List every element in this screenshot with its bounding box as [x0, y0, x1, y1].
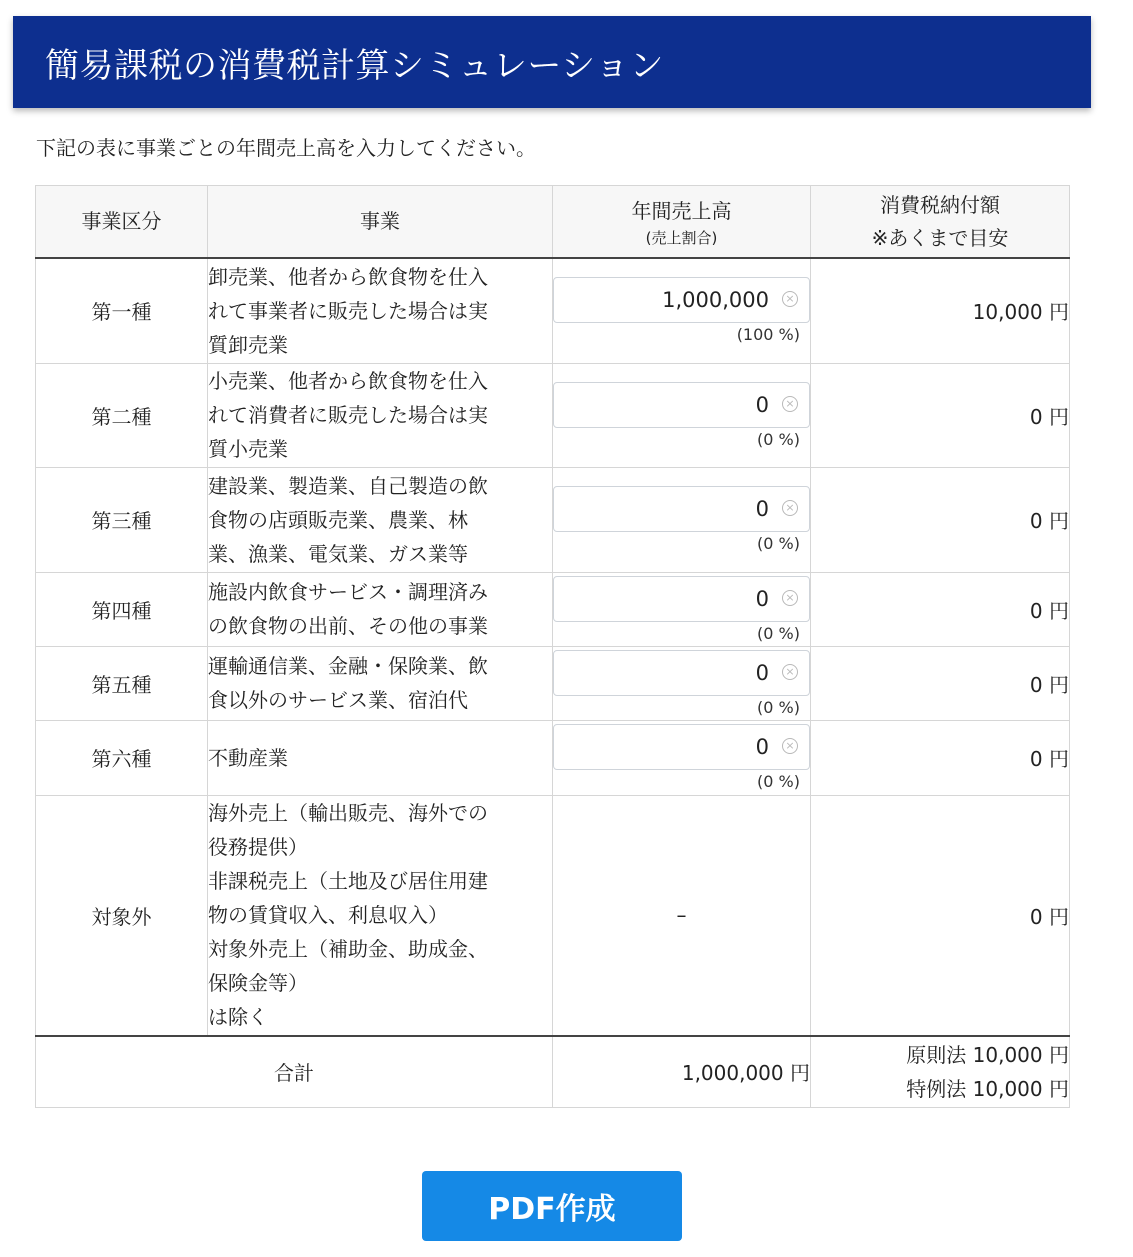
desc-line: 物の賃貸収入、利息収入）	[208, 903, 448, 928]
page-title: 簡易課税の消費税計算シミュレーション	[45, 45, 664, 86]
desc-line: 不動産業	[208, 745, 288, 770]
header-sales-note: (売上割合)	[645, 229, 718, 247]
simulation-table	[35, 185, 1070, 1108]
header-category: 事業区分	[36, 186, 208, 259]
row-description	[208, 258, 553, 363]
table-row	[36, 646, 1070, 720]
row-description	[208, 467, 553, 572]
row-description	[208, 363, 553, 467]
sales-input-wrapper	[553, 382, 810, 428]
table-row	[36, 258, 1070, 363]
row-description	[208, 720, 553, 795]
total-sales-amount: 1,000,000 円	[553, 1036, 811, 1107]
table-row	[36, 720, 1070, 795]
sales-ratio: (100 %)	[736, 325, 800, 345]
row-category: 第三種	[36, 467, 208, 572]
sales-input-type4[interactable]	[554, 577, 809, 621]
tax-amount: 0 円	[811, 646, 1070, 720]
row-category: 第六種	[36, 720, 208, 795]
row-category: 第四種	[36, 572, 208, 646]
row-category: 対象外	[36, 795, 208, 1036]
sales-input-type2[interactable]	[554, 383, 809, 427]
sales-ratio: (0 %)	[757, 697, 800, 717]
header-tax-label: 消費税納付額	[880, 192, 1000, 217]
sales-input-type1[interactable]	[554, 278, 809, 322]
row-category: 第五種	[36, 646, 208, 720]
tax-amount: 10,000 円	[811, 258, 1070, 363]
desc-line: 業、漁業、電気業、ガス業等	[208, 541, 468, 566]
page-header	[13, 16, 1091, 108]
tax-amount: 0 円	[811, 795, 1070, 1036]
tax-amount: 0 円	[811, 720, 1070, 795]
row-description	[208, 572, 553, 646]
clear-icon[interactable]: ×	[782, 500, 798, 516]
sales-cell	[553, 363, 811, 467]
sales-input-type6[interactable]	[554, 725, 809, 769]
sales-cell	[553, 258, 811, 363]
desc-line: 質小売業	[208, 437, 288, 461]
header-business: 事業	[208, 186, 553, 259]
sales-input-wrapper	[553, 724, 810, 770]
desc-line: 食以外のサービス業、宿泊代	[208, 688, 468, 712]
header-sales-label: 年間売上高	[631, 199, 732, 223]
sales-ratio: (0 %)	[757, 623, 800, 643]
desc-line: 小売業、他者から飲食物を仕入	[208, 369, 488, 393]
intro-text: 下記の表に事業ごとの年間売上高を入力してください。	[36, 136, 536, 160]
header-sales	[553, 186, 811, 259]
row-category: 第一種	[36, 258, 208, 363]
desc-line: 卸売業、他者から飲食物を仕入	[208, 264, 488, 289]
tax-amount: 0 円	[811, 572, 1070, 646]
header-tax-note: ※あくまで目安	[871, 225, 1009, 250]
sales-input-type5[interactable]	[554, 651, 809, 695]
clear-icon[interactable]: ×	[782, 738, 798, 754]
row-description	[208, 646, 553, 720]
row-category: 第二種	[36, 363, 208, 467]
desc-line: 質卸売業	[208, 332, 288, 357]
tax-amount: 0 円	[811, 467, 1070, 572]
desc-line: れて事業者に販売した場合は実	[208, 298, 488, 323]
sales-cell	[553, 572, 811, 646]
desc-line: 対象外売上（補助金、助成金、	[208, 937, 488, 962]
header-tax	[811, 186, 1070, 259]
clear-icon[interactable]: ×	[782, 664, 798, 680]
desc-line: 施設内飲食サービス・調理済み	[208, 580, 488, 604]
desc-line: は除く	[208, 1005, 268, 1030]
table-row	[36, 363, 1070, 467]
sales-input-wrapper	[553, 277, 810, 323]
desc-line: 役務提供）	[208, 835, 308, 860]
table-row	[36, 572, 1070, 646]
table-total-row	[36, 1036, 1070, 1107]
total-label: 合計	[36, 1036, 553, 1107]
tax-amount: 0 円	[811, 363, 1070, 467]
sales-cell	[553, 646, 811, 720]
sales-cell	[553, 467, 811, 572]
desc-line: 建設業、製造業、自己製造の飲	[208, 473, 488, 498]
sales-ratio: (0 %)	[757, 534, 800, 553]
excluded-sales-dash: –	[553, 795, 811, 1036]
sales-cell	[553, 720, 811, 795]
desc-line: 非課税売上（土地及び居住用建	[208, 869, 488, 894]
sales-ratio: (0 %)	[757, 772, 800, 791]
total-tax-principle: 原則法 10,000 円	[906, 1042, 1069, 1067]
desc-line: 保険金等）	[208, 971, 308, 996]
table-row-excluded	[36, 795, 1070, 1036]
sales-input-wrapper	[553, 650, 810, 696]
desc-line: 食物の店頭販売業、農業、林	[208, 507, 468, 532]
total-tax-special: 特例法 10,000 円	[906, 1076, 1069, 1101]
sales-ratio: (0 %)	[757, 429, 800, 449]
desc-line: れて消費者に販売した場合は実	[208, 403, 488, 427]
total-tax-cell	[811, 1036, 1070, 1107]
table-header-row	[36, 186, 1070, 259]
desc-line: 海外売上（輸出販売、海外での	[208, 801, 488, 826]
desc-line: の飲食物の出前、その他の事業	[208, 614, 488, 638]
sales-input-type3[interactable]	[554, 487, 809, 531]
row-description	[208, 795, 553, 1036]
sales-input-wrapper	[553, 576, 810, 622]
clear-icon[interactable]: ×	[782, 590, 798, 606]
clear-icon[interactable]: ×	[782, 396, 798, 412]
clear-icon[interactable]: ×	[782, 291, 798, 307]
sales-input-wrapper	[553, 486, 810, 532]
desc-line: 運輸通信業、金融・保険業、飲	[208, 654, 488, 678]
pdf-create-button[interactable]: PDF作成	[422, 1171, 682, 1241]
table-row	[36, 467, 1070, 572]
